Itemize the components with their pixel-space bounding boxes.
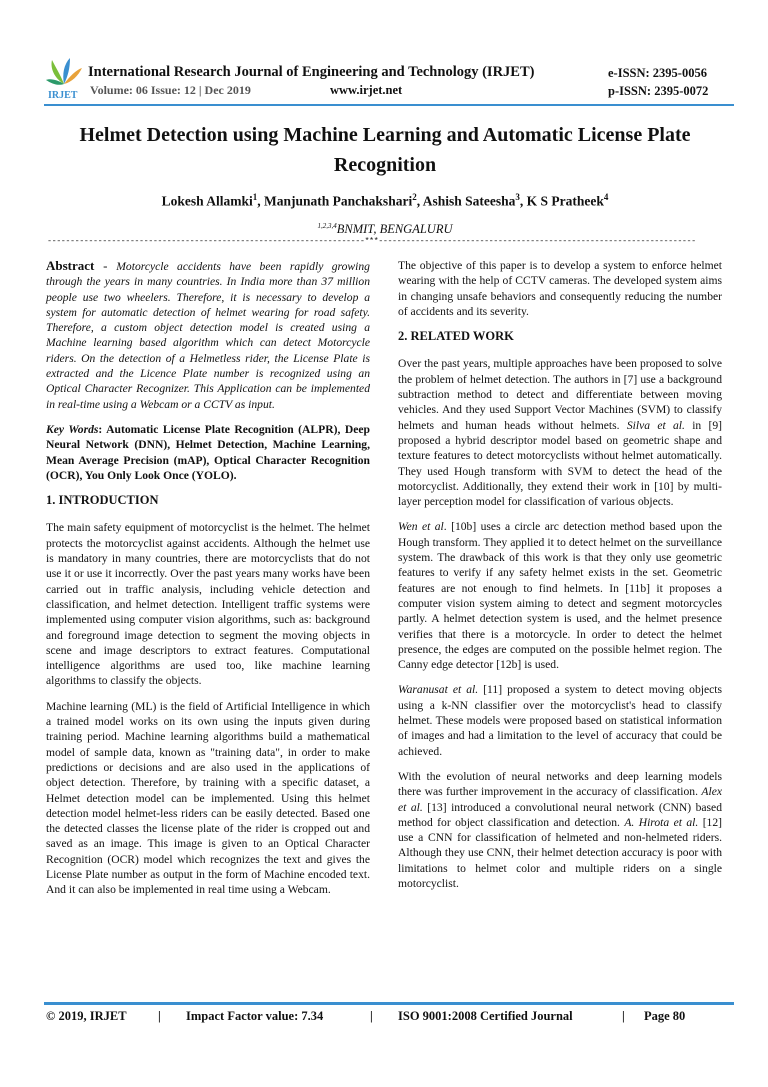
- footer-separator: |: [158, 1009, 161, 1023]
- abstract: Abstract - Motorcycle accidents have been rapidly growing through the years in many countries. In India more than 37 million people use two wheelers. Therefore, it is necessary to develop a system for automatic detection of helmet wearing for road safety. Therefore, a custom object detection model is created using a Machine learning based algorithm which can detect Motorcycle riders. On the detection of a Helmetless rider, the License Plate is extracted and the Licence Plate number is recognized using an Optical Character Recognizer. This Application can be implemented in real-time using a Webcam or a CCTV as input.: [46, 258, 370, 411]
- author-name: Lokesh Allamki: [161, 193, 253, 209]
- journal-url[interactable]: www.irjet.net: [330, 83, 403, 97]
- footer-iso: ISO 9001:2008 Certified Journal: [398, 1009, 573, 1023]
- author-affil-sup: 1: [252, 192, 258, 202]
- svg-text:IRJET: IRJET: [48, 90, 78, 100]
- footer-separator: |: [622, 1009, 625, 1023]
- footer-separator: |: [370, 1009, 373, 1023]
- footer-impact: Impact Factor value: 7.34: [186, 1009, 324, 1023]
- keywords: Key Words: Automatic License Plate Recognition (ALPR), Deep Neural Network (DNN), Helmet Detection, Machine Learning, Mean Average Precision (mAP), Optical Character Recognition (OCR), You Only Look Once (YOLO).: [46, 422, 371, 482]
- author-affil-sup: 4: [603, 192, 609, 202]
- journal-title: International Research Journal of Engineering and Technology (IRJET): [88, 64, 535, 80]
- related-paragraph: Over the past years, multiple approaches have been proposed to solve the problem of helmet detection. The authors in [7] use a background subtraction method to detect and differentiate between moving vehicles. And they used Support Vector Machines (SVM) to classify helmets and human heads without helmets. Silva et al. in [9] proposed a hybrid descriptor model based on geometric shape and texture features to detect motorcyclists without helmet automatically. They used Hough transform with SVM to detect the head of the motorcyclist. Additionally, they extend their work in [10] by multi-layer perception model for classification of various objects.: [398, 357, 723, 509]
- affiliation: $^{1,2,3,4}$BNMIT, BENGALURU: [317, 222, 453, 237]
- author-name: K S Pratheek: [526, 193, 604, 209]
- header-rule: [44, 104, 734, 106]
- author-list: Lokesh Allamki$^1$, Manjunath Panchakshari$^2$, Ashish Sateesha$^3$, K S Pratheek$^4$: [161, 192, 609, 209]
- footer-copyright: © 2019, IRJET: [46, 1009, 127, 1023]
- journal-header: [44, 52, 734, 100]
- eissn: e-ISSN: 2395-0056: [608, 66, 707, 80]
- section-heading-related-work: 2. RELATED WORK: [398, 329, 514, 344]
- intro-paragraph: Machine learning (ML) is the field of Artificial Intelligence in which a trained model works on its own using the inputs given during training period. Machine learning algorithms build a mathematical model of sample data, known as "training data", in order to make predictions or decisions and are also used in the applications of object detection. Therefore, by training with a specific dataset, a Helmet detection model can be implemented. Using this helmet detection model helmet-less riders can be easily detected. Based one the detected classes the license plate of the rider is cropped out and saved as an image. This image is given to an Optical Character Recognition (OCR) model which recognizes the text and gives the License Plate number as output in the form of Machine encoded text. And it can also be implemented in real time using a Webcam.: [46, 699, 370, 897]
- paper-title: Helmet Detection using Machine Learning and Automatic License Plate Recognition: [79, 124, 691, 176]
- intro-paragraph: The main safety equipment of motorcyclist is the helmet. The helmet protects the motorcyclist against accidents. Although the helmet use is mandatory in many countries, there are motorcyclists that do not use it or use it incorrectly. Over the past years many works have been carried out in traffic analysis, including vehicle detection and classification, and helmet detection. Intelligent traffic systems were implemented using computer vision algorithms, such as: background and foreground image detection to segment the moving objects in scene and image descriptors to extract features. Computational intelligence algorithms are used too, like machine learning algorithms to classify the objects.: [46, 521, 370, 688]
- related-paragraph: With the evolution of neural networks and deep learning models there was further improvement in the accuracy of classification. Alex et al. [13] introduced a convolutional neural network (CNN) based method for object classification and detection. A. Hirota et al. [12] use a CNN for classification of helmeted and non-helmeted riders. Although they use CNN, their helmet detection accuracy is poor with limitations to helmet color and multiple riders on a single motorcyclist.: [398, 769, 723, 890]
- footer-rule: [44, 1002, 734, 1005]
- right-column: [398, 258, 722, 901]
- related-paragraph: Wen et al. [10b] uses a circle arc detection method based upon the Hough transform. They applied it to detect helmet on the surveillance system. The drawback of this work is that they only use geometric features to verify if any safety helmet exists in the set. Geometric features are not enough to find helmets. In [11b] it proposes a computer vision system aiming to detect and segment motorcycles partly. A helmet detection system is used, and the helmet presence verifies that there is a motorcycle. In order to detect the helmet presence, the edges are computed on the possible helmet region. The Canny edge detector [12b] is used.: [398, 520, 722, 672]
- related-paragraph: Waranusat et al. [11] proposed a system to detect moving objects using a k-NN classifier over the motorcyclist's head to classify helmet. These models were proposed based on statistical information of images and had a limitation to the level of accuracy that could be achieved.: [398, 683, 723, 758]
- left-column: [46, 258, 370, 908]
- author-name: Ashish Sateesha: [422, 193, 516, 209]
- irjet-logo: [44, 56, 84, 100]
- volume-issue: Volume: 06 Issue: 12 | Dec 2019: [90, 83, 251, 97]
- section-heading-introduction: 1. INTRODUCTION: [46, 493, 159, 508]
- separator-line: ---------------------------------------------------------------------***---------------------------------------------------------------------: [47, 236, 696, 246]
- pissn: p-ISSN: 2395-0072: [608, 84, 709, 98]
- footer-page: Page 80: [644, 1009, 686, 1023]
- objective-paragraph: The objective of this paper is to develop a system to enforce helmet wearing with the help of CCTV cameras. The developed system aims in changing unsafe behaviors and consequently reducing the number of accidents and its severity.: [398, 259, 722, 318]
- author-affil-sup: 3: [515, 192, 520, 202]
- author-affil-sup: 2: [412, 192, 417, 202]
- author-name: Manjunath Panchakshari: [264, 193, 413, 209]
